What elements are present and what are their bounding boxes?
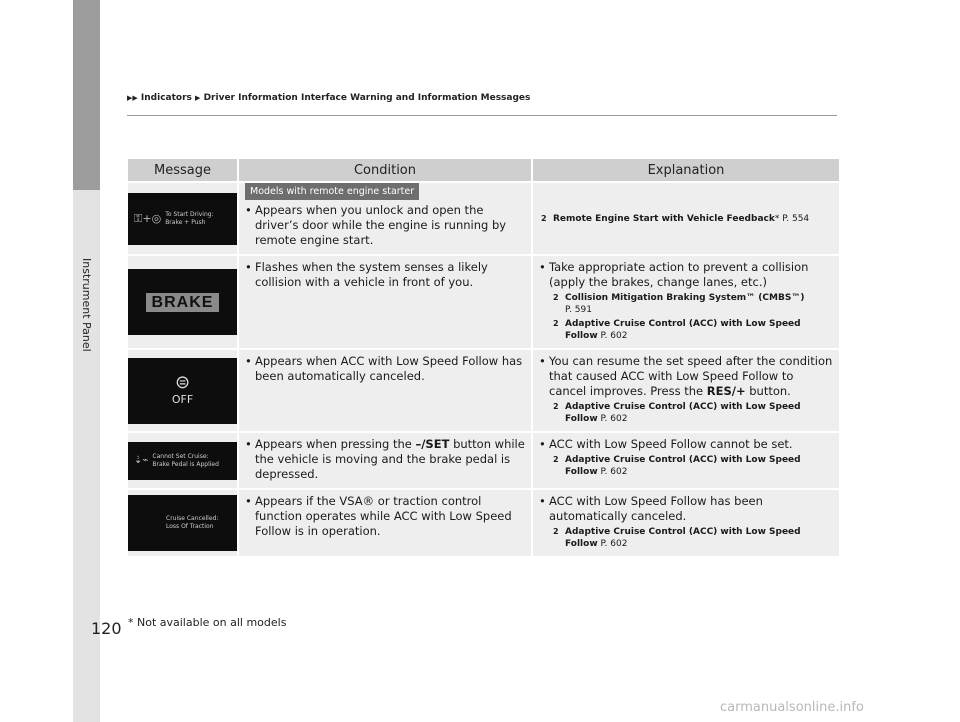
breadcrumb bbox=[127, 93, 530, 103]
bullet: • bbox=[539, 437, 546, 451]
cross-reference[interactable]: 2 Adaptive Cruise Control (ACC) with Low Speed Follow P. 602 bbox=[553, 319, 801, 341]
condition-text: Appears when ACC with Low Speed Follow has been automatically canceled. bbox=[255, 354, 523, 383]
header-condition: Condition bbox=[239, 159, 531, 181]
message-image-cell bbox=[128, 183, 237, 254]
table-row bbox=[128, 433, 839, 488]
message-image-cell bbox=[128, 350, 237, 431]
header-rule bbox=[127, 115, 837, 116]
display-screen bbox=[128, 495, 237, 551]
display-screen bbox=[128, 193, 237, 245]
cross-reference[interactable]: 2 Collision Mitigation Braking System™ (CMBS™) P. 591 bbox=[553, 293, 805, 315]
breadcrumb-arrow-icon: ▶▶ bbox=[127, 94, 138, 102]
explanation-text: You can resume the set speed after the condition that caused ACC with Low Speed Follow to cancel improves. Press the RES/+ button. bbox=[549, 354, 833, 398]
bullet: • bbox=[245, 494, 252, 508]
reference-icon: 2 bbox=[553, 402, 559, 411]
bullet: • bbox=[245, 260, 252, 274]
model-tag: Models with remote engine starter bbox=[245, 183, 419, 200]
table-row bbox=[128, 490, 839, 556]
screen-text: Cannot Set Cruise: Brake Pedal is Applied bbox=[152, 452, 219, 468]
brake-warning-badge: BRAKE bbox=[146, 293, 220, 312]
cross-reference[interactable]: 2 Remote Engine Start with Vehicle Feedback* P. 554 bbox=[541, 213, 810, 224]
explanation-cell bbox=[533, 490, 839, 556]
breadcrumb-arrow-icon: ▶ bbox=[195, 94, 201, 102]
cross-reference[interactable]: 2 Adaptive Cruise Control (ACC) with Low Speed Follow P. 602 bbox=[553, 455, 801, 477]
off-label: OFF bbox=[171, 393, 194, 406]
reference-icon: 2 bbox=[553, 527, 559, 536]
screen-text: To Start Driving: Brake + Push bbox=[165, 210, 214, 226]
condition-cell bbox=[239, 490, 531, 556]
acc-icon: ⊜ bbox=[174, 372, 191, 393]
display-screen bbox=[128, 442, 237, 480]
explanation-text: ACC with Low Speed Follow cannot be set. bbox=[549, 437, 793, 451]
condition-cell bbox=[239, 183, 531, 254]
reference-icon: 2 bbox=[541, 213, 547, 223]
table-row bbox=[128, 256, 839, 348]
table-row bbox=[128, 350, 839, 431]
breadcrumb-part-1: Indicators bbox=[140, 93, 192, 103]
page-number: 120 bbox=[91, 619, 122, 638]
bullet: • bbox=[539, 260, 546, 274]
explanation-cell bbox=[533, 350, 839, 431]
footnote: * Not available on all models bbox=[128, 616, 287, 629]
key-icon: ⚿+◎ bbox=[134, 212, 162, 225]
reference-icon: 2 bbox=[553, 455, 559, 464]
bullet: • bbox=[245, 354, 252, 368]
sidebar-label: Instrument Panel bbox=[80, 258, 93, 352]
explanation-text: ACC with Low Speed Follow has been automatically canceled. bbox=[549, 494, 763, 523]
condition-cell bbox=[239, 350, 531, 431]
explanation-cell bbox=[533, 433, 839, 488]
explanation-cell bbox=[533, 183, 839, 254]
condition-text: Appears when pressing the –/SET button while the vehicle is moving and the brake pedal is depressed. bbox=[255, 437, 525, 481]
cross-reference[interactable]: 2 Adaptive Cruise Control (ACC) with Low Speed Follow P. 602 bbox=[553, 527, 801, 549]
condition-text: Flashes when the system senses a likely collision with a vehicle in front of you. bbox=[255, 260, 488, 289]
bullet: • bbox=[539, 354, 546, 368]
cruise-icon: ⇣⌁ bbox=[134, 455, 149, 466]
table-row bbox=[128, 183, 839, 254]
condition-cell bbox=[239, 433, 531, 488]
condition-cell bbox=[239, 256, 531, 348]
message-image-cell bbox=[128, 490, 237, 556]
explanation-cell bbox=[533, 256, 839, 348]
bullet: • bbox=[245, 203, 252, 217]
message-image-cell bbox=[128, 433, 237, 488]
screen-text: Cruise Cancelled: Loss Of Traction bbox=[166, 515, 219, 530]
reference-icon: 2 bbox=[553, 319, 559, 328]
condition-text: Appears when you unlock and open the driver’s door while the engine is running by remote engine start. bbox=[255, 203, 507, 247]
sidebar-tab bbox=[73, 0, 100, 190]
watermark: carmanualsonline.info bbox=[720, 700, 864, 715]
display-screen bbox=[128, 358, 237, 424]
header-explanation: Explanation bbox=[533, 159, 839, 181]
header-message: Message bbox=[128, 159, 237, 181]
bullet: • bbox=[245, 437, 252, 451]
explanation-text: Take appropriate action to prevent a collision (apply the brakes, change lanes, etc.) bbox=[549, 260, 809, 289]
condition-text: Appears if the VSA® or traction control function operates while ACC with Low Speed Follow is in operation. bbox=[255, 494, 512, 538]
reference-icon: 2 bbox=[553, 293, 559, 302]
message-table bbox=[126, 157, 841, 558]
cross-reference[interactable]: 2 Adaptive Cruise Control (ACC) with Low Speed Follow P. 602 bbox=[553, 402, 801, 424]
display-screen bbox=[128, 269, 237, 335]
table-header-row bbox=[128, 159, 839, 181]
bullet: • bbox=[539, 494, 546, 508]
breadcrumb-part-2: Driver Information Interface Warning and Information Messages bbox=[203, 93, 531, 103]
message-image-cell bbox=[128, 256, 237, 348]
